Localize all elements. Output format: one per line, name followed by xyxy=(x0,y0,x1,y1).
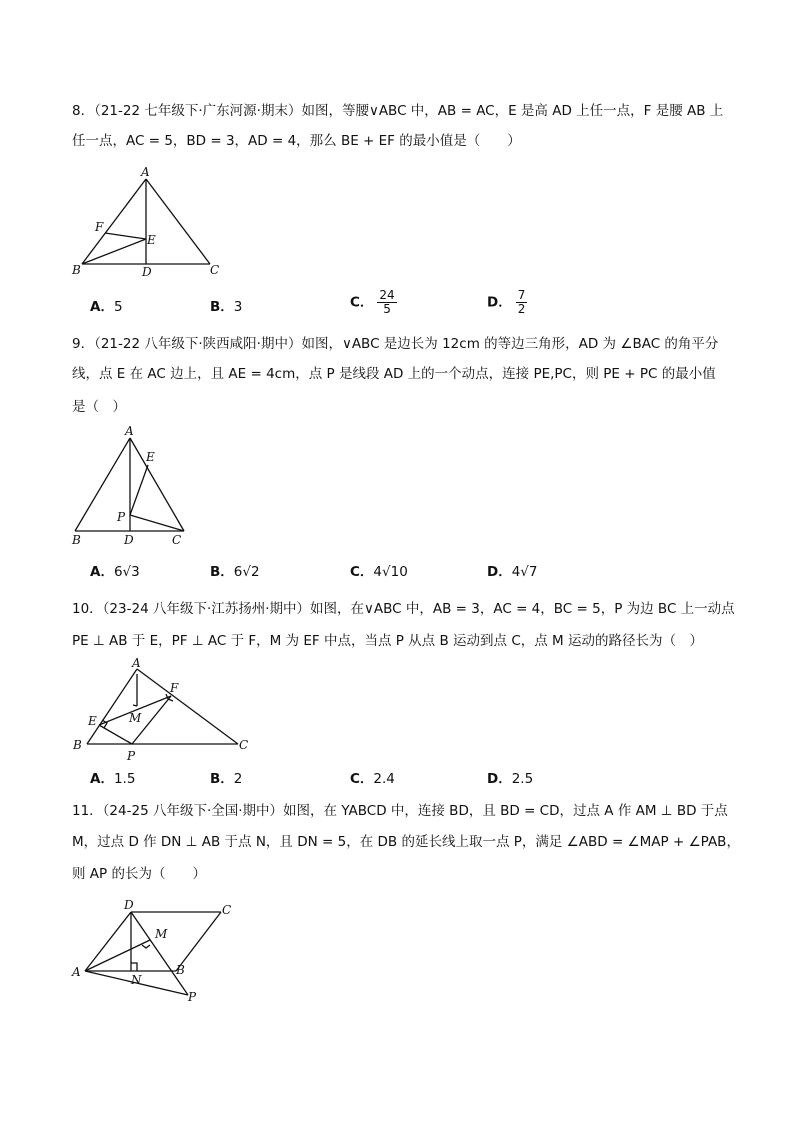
q9-label-c: C xyxy=(172,533,182,547)
q10-label-b: B xyxy=(73,738,82,752)
q11-label-n: N xyxy=(131,973,142,987)
q9-option-a[interactable]: A．6√3 xyxy=(90,564,140,580)
q11-label-b: B xyxy=(176,963,185,977)
q8-option-c-fraction: $\frac{24}{5}$ xyxy=(379,288,395,316)
q11-label-a: A xyxy=(72,965,81,979)
q8-label-f: F xyxy=(95,220,104,234)
q11-label-d: D xyxy=(124,898,134,912)
q10-label-e: E xyxy=(88,714,97,728)
q8-label-a: A xyxy=(141,165,150,179)
q11-label-c: C xyxy=(222,903,232,917)
q9-label-a: A xyxy=(125,424,134,438)
q10-option-c[interactable]: C．2.4 xyxy=(350,771,395,787)
q8-label-c: C xyxy=(210,263,220,277)
q11-text-line-3: 则 AP 的长为（ ） xyxy=(72,866,206,882)
q10-label-p: P xyxy=(127,749,136,763)
q11-text-line-1: 11．（24-25 八年级下·全国·期中）如图，在 YABCD 中，连接 BD，且 BD = CD，过点 A 作 AM ⊥ BD 于点 xyxy=(72,803,728,819)
q10-label-c: C xyxy=(239,738,249,752)
q9-text-line-3: 是（ ） xyxy=(72,399,126,415)
q8-text-line-1: 8．（21-22 七年级下·广东河源·期末）如图，等腰∨ABC 中，AB = AC，E 是高 AD 上任一点，F 是腰 AB 上 xyxy=(72,103,724,119)
q11-label-m: M xyxy=(155,927,168,941)
q10-label-m: M xyxy=(129,711,142,725)
q10-text-line-1: 10．（23-24 八年级下·江苏扬州·期中）如图，在∨ABC 中，AB = 3，AC = 4，BC = 5，P 为边 BC 上一动点 xyxy=(72,601,735,617)
q9-label-e: E xyxy=(146,450,155,464)
q11-text-line-2: M，过点 D 作 DN ⊥ AB 于点 N，且 DN = 5，在 DB 的延长线上取一点 P，满足 ∠ABD = ∠MAP + ∠PAB， xyxy=(72,834,740,850)
q8-label-d: D xyxy=(142,265,152,279)
q10-label-f: F xyxy=(170,681,179,695)
q9-label-b: B xyxy=(72,533,81,547)
q10-option-a[interactable]: A．1.5 xyxy=(90,771,136,787)
q9-text-line-2: 线，点 E 在 AC 边上，且 AE = 4cm，点 P 是线段 AD 上的一个动点，连接 PE,PC，则 PE + PC 的最小值 xyxy=(72,366,716,382)
q8-option-c[interactable]: C． $\frac{24}{5}$ xyxy=(350,288,395,316)
q10-label-a: A xyxy=(132,656,141,670)
q9-text-line-1: 9．（21-22 八年级下·陕西咸阳·期中）如图，∨ABC 是边长为 12cm 的等边三角形，AD 为 ∠BAC 的角平分 xyxy=(72,336,719,352)
q11-label-p: P xyxy=(188,990,197,1004)
q8-option-d-fraction: $\frac{7}{2}$ xyxy=(517,288,526,316)
q10-option-b[interactable]: B．2 xyxy=(210,771,243,787)
q10-option-d[interactable]: D．2.5 xyxy=(487,771,534,787)
q8-text-line-2: 任一点，AC = 5，BD = 3，AD = 4，那么 BE + EF 的最小值是（ ） xyxy=(72,133,521,149)
q9-label-d: D xyxy=(124,533,134,547)
q8-option-d[interactable]: D． $\frac{7}{2}$ xyxy=(487,288,526,316)
q9-option-d[interactable]: D．4√7 xyxy=(487,564,538,580)
q10-text-line-2: PE ⊥ AB 于 E，PF ⊥ AC 于 F，M 为 EF 中点，当点 P 从点 B 运动到点 C，点 M 运动的路径长为（ ） xyxy=(72,633,703,649)
q9-label-p: P xyxy=(117,510,126,524)
q8-option-b[interactable]: B．3 xyxy=(210,299,243,315)
q9-option-b[interactable]: B．6√2 xyxy=(210,564,260,580)
q8-label-b: B xyxy=(72,263,81,277)
q9-option-c[interactable]: C．4√10 xyxy=(350,564,408,580)
q8-label-e: E xyxy=(147,233,156,247)
q8-option-a[interactable]: A．5 xyxy=(90,299,123,315)
